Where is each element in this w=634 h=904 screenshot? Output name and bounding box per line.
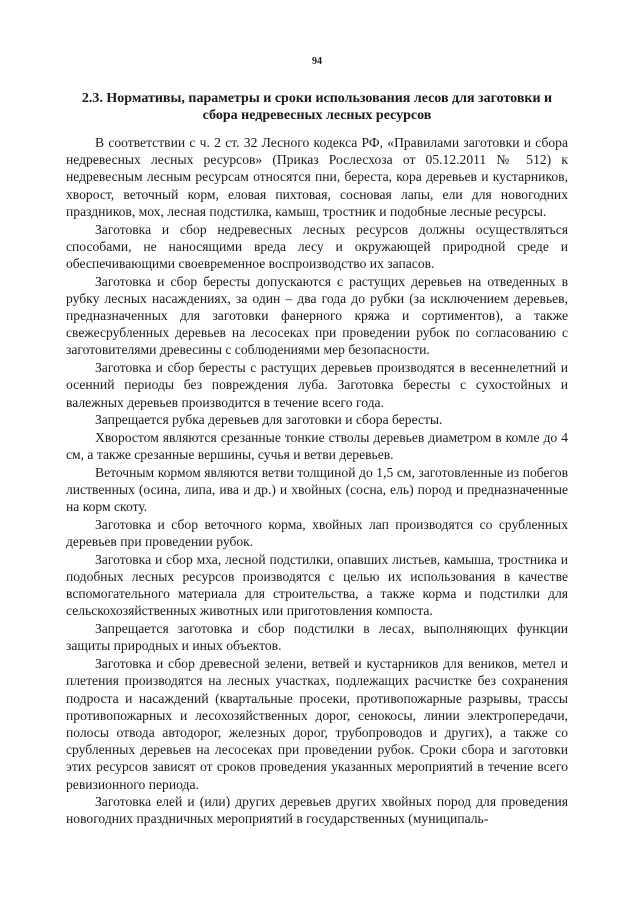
page-number: 94 bbox=[312, 56, 322, 67]
paragraph: Заготовка и сбор бересты с растущих деревьев производятся в весеннелетний и осенний периоды без повреждения луба. Заготовка бересты с сухостойных и валежных деревьев производится в течение всего года. bbox=[66, 360, 568, 410]
paragraph: Запрещается заготовка и сбор подстилки в лесах, выполняющих функции защиты природных и иных объектов. bbox=[66, 621, 568, 654]
paragraph: Заготовка и сбор недревесных лесных ресурсов должны осуществляться способами, не наносящими вреда лесу и окружающей природной среде и обеспечивающими своевременное воспроизводство их запасов. bbox=[66, 221, 568, 271]
paragraph: Запрещается рубка деревьев для заготовки и сбора бересты. bbox=[95, 412, 443, 428]
paragraph: Веточным кормом являются ветви толщиной до 1,5 см, заготовленные из побегов лиственных (осина, липа, ива и др.) и хвойных (сосна, ель) пород и предназначенные на корм скоту. bbox=[66, 464, 568, 515]
paragraph: Заготовка елей и (или) других деревьев других хвойных пород для проведения новогодних праздничных мероприятий в государственных (муниципаль- bbox=[66, 794, 568, 827]
paragraph: Заготовка и сбор мха, лесной подстилки, опавших листьев, камыша, тростника и подобных лесных ресурсов производятся с целью их использования в качестве вспомогательного материала для строительства, а также корма и подстилки для сельскохозяйственных животных или приготовления компоста. bbox=[66, 551, 568, 619]
paragraph: Заготовка и сбор бересты допускаются с растущих деревьев на отведенных в рубку лесных насаждениях, за один – два года до рубки (за исключением деревьев, предназначенных для заготовки фанерного кряжа и сортиментов), а также свежесрубленных деревьев на лесосеках при проведении рубок по согласованию с заготовителями древесины с соблюдениями мер безопасности. bbox=[66, 273, 568, 358]
section-title: 2.3. Нормативы, параметры и сроки использования лесов для заготовки и сбора недревесных лесных ресурсов bbox=[81, 91, 553, 123]
paragraph: Заготовка и сбор древесной зелени, ветвей и кустарников для веников, метел и плетения производятся на лесных участках, подлежащих расчистке без сохранения подроста и насаждений (квартальные просеки, противопожарные разрывы, трассы противопожарных и лесохозяйственных дорог, сенокосы, линии электропередачи, полосы отвода автодорог, железных дорог, трубопроводов и других), а также со срубленных деревьев на лесосеках при проведении рубок. Сроки сбора и заготовки этих ресурсов зависят от сроков проведения указанных мероприятий в течение всего ревизионного периода. bbox=[66, 656, 568, 792]
paragraph: В соответствии с ч. 2 ст. 32 Лесного кодекса РФ, «Правилами заготовки и сбора недревесных лесных ресурсов» (Приказ Рослесхоза от 05.12.2011 № 512) к недревесным лесным ресурсам относятся пни, береста, кора деревьев и кустарников, хворост, веточный корм, еловая пихтовая, сосновая лапы, ели для новогодних праздников, мох, лесная подстилка, камыш, тростник и подобные лесные ресурсы. bbox=[66, 135, 568, 219]
paragraph: Заготовка и сбор веточного корма, хвойных лап производятся со срубленных деревьев при проведении рубок. bbox=[66, 516, 568, 550]
body-text bbox=[66, 134, 568, 828]
paragraph: Хворостом являются срезанные тонкие стволы деревьев диаметром в комле до 4 см, а также срезанные вершины, сучья и ветви деревьев. bbox=[66, 429, 568, 463]
